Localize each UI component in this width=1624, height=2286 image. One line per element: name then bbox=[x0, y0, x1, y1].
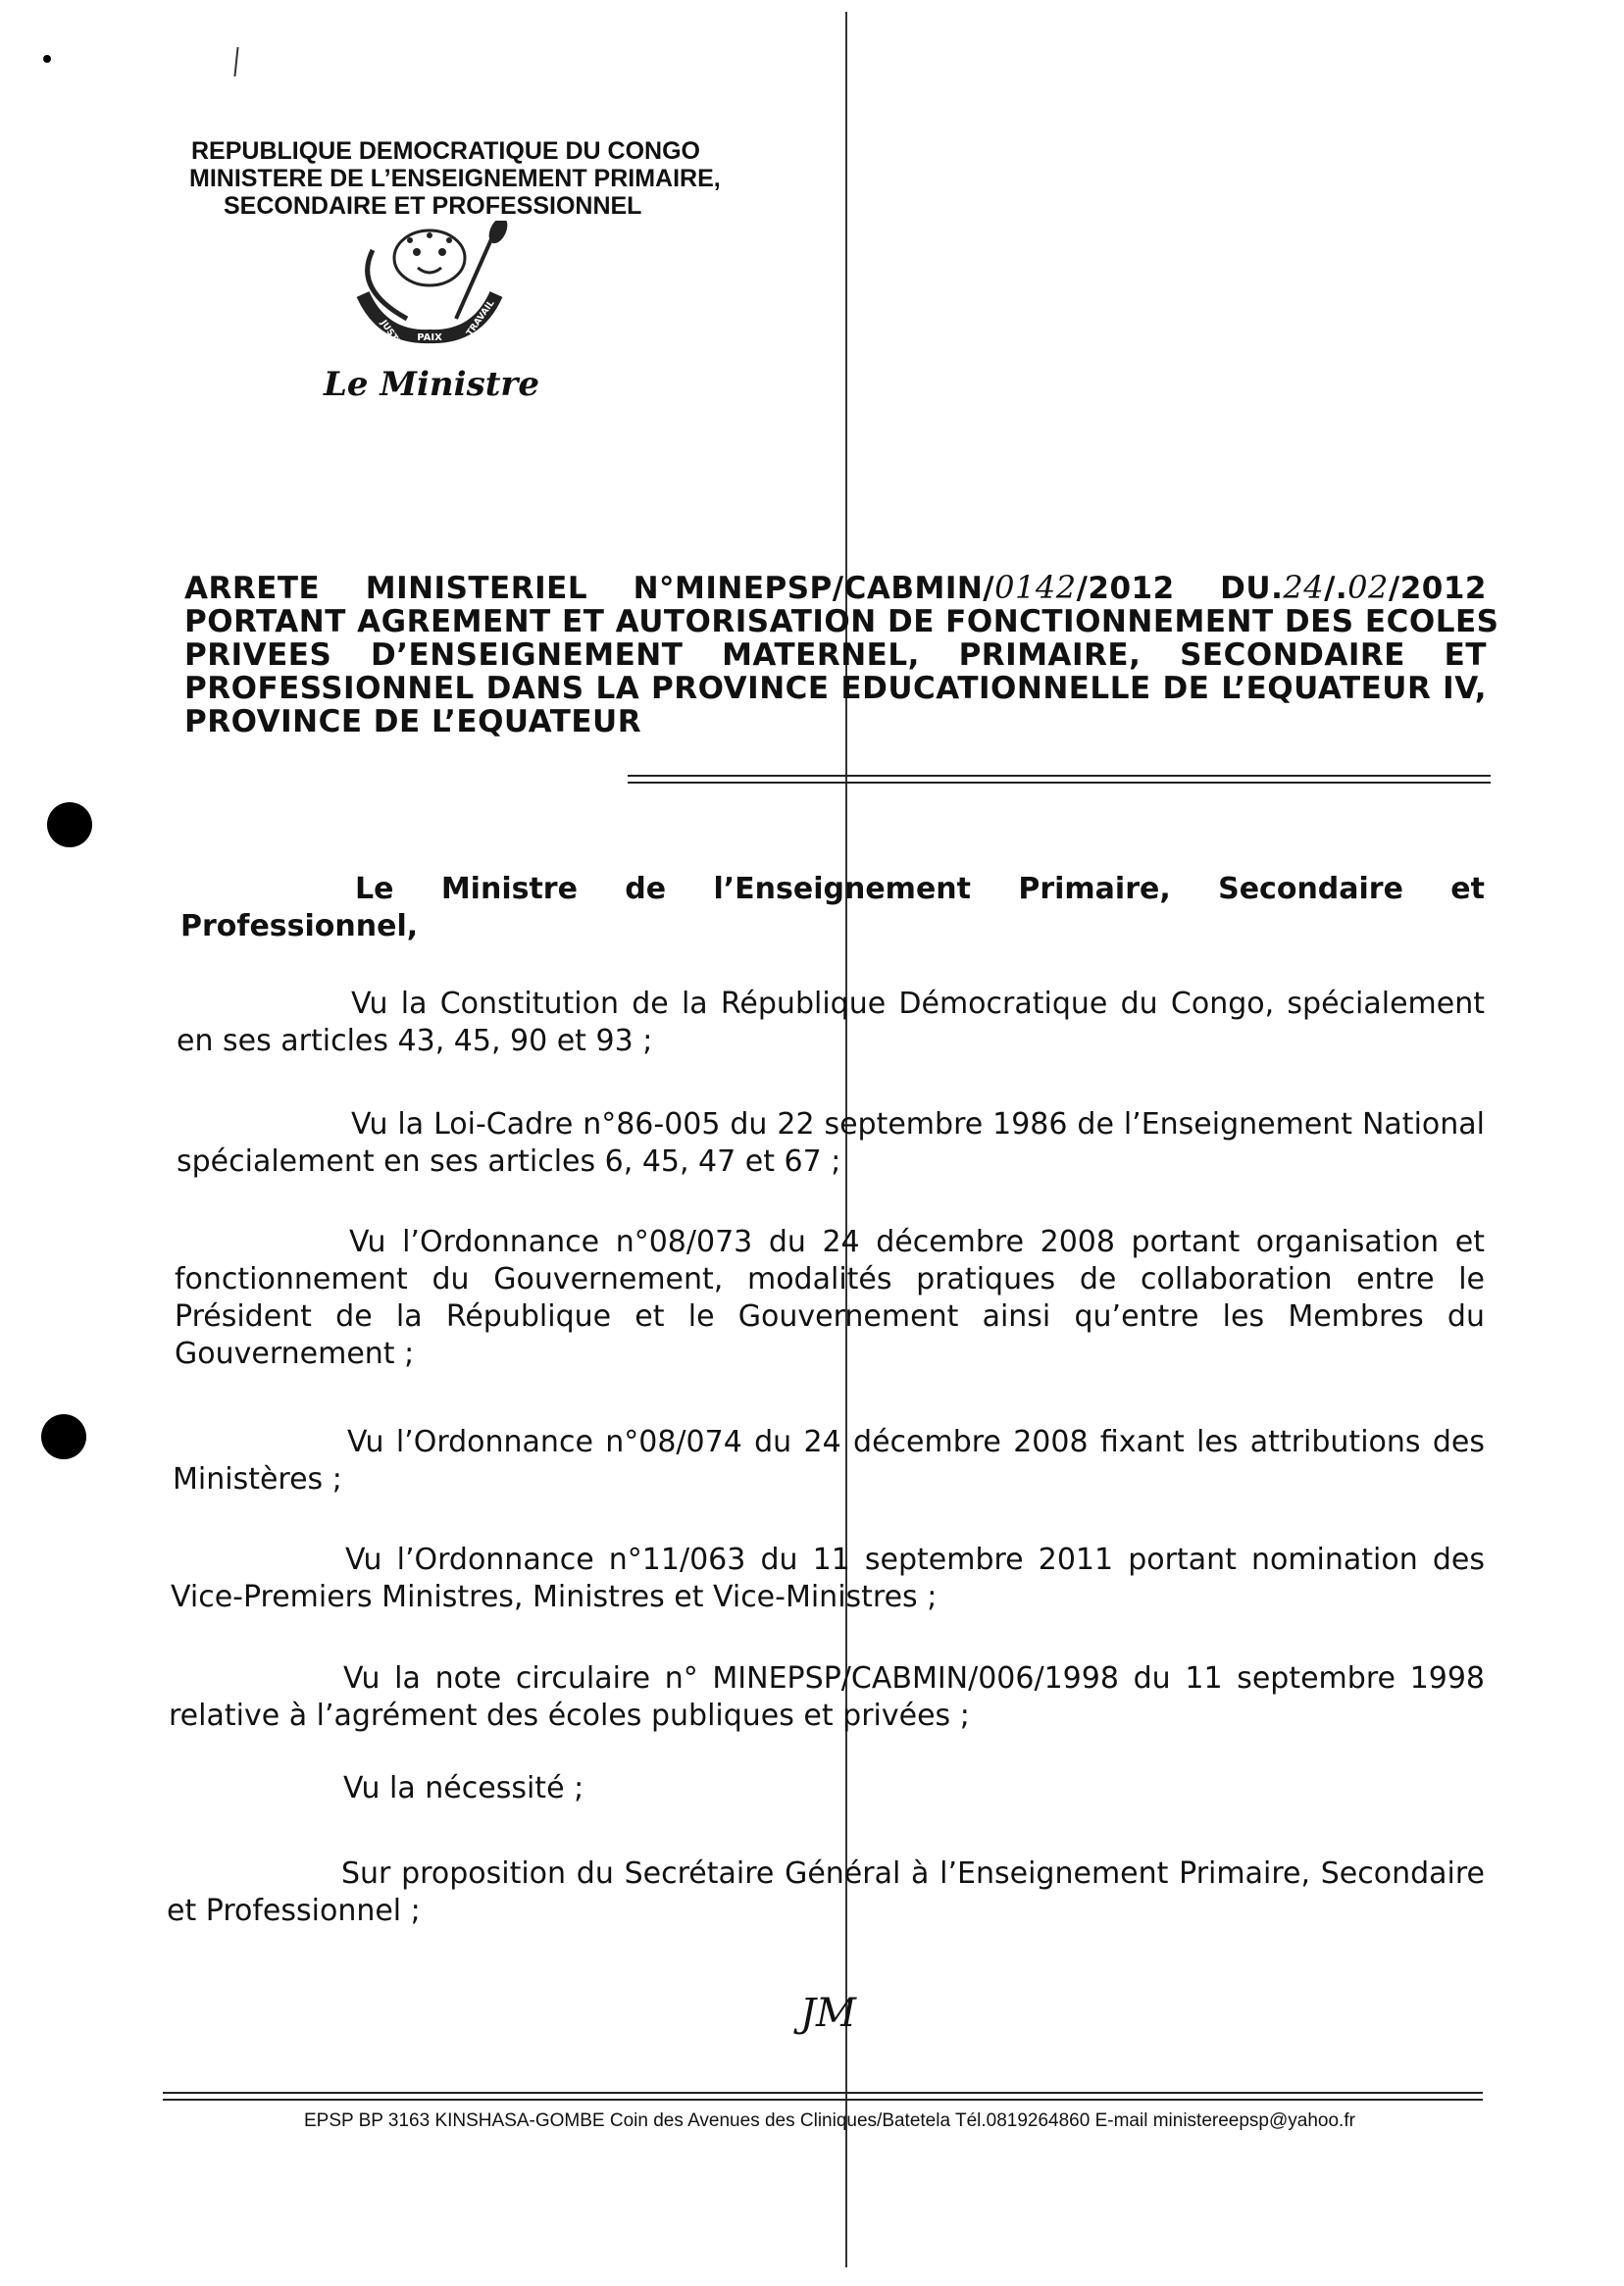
scan-mark bbox=[233, 47, 238, 76]
svg-text:JUSTICE: JUSTICE bbox=[378, 318, 409, 348]
ministre-label: Le Ministre bbox=[324, 365, 539, 404]
title-line-4: PROFESSIONNEL DANS LA PROVINCE EDUCATIONNELLE DE L’EQUATEUR IV, bbox=[184, 671, 1487, 706]
header-ministry: MINISTERE DE L’ENSEIGNEMENT PRIMAIRE, bbox=[189, 165, 721, 192]
decree-title bbox=[184, 569, 1499, 739]
coat-of-arms-emblem bbox=[324, 221, 534, 348]
punch-hole bbox=[41, 1414, 86, 1459]
handwritten-month: 02 bbox=[1347, 569, 1389, 606]
header-ministry-2: SECONDAIRE ET PROFESSIONNEL bbox=[224, 192, 642, 220]
footer-rule-bottom bbox=[163, 2099, 1483, 2101]
intro-paragraph: Le Ministre de l’Enseignement Primaire, Secondaire et Professionnel, bbox=[180, 872, 1485, 943]
considerant-note-circulaire: Vu la note circulaire n° MINEPSP/CABMIN/006/1998 du 11 septembre 1998 relative à l’agrément des écoles publiques et privées ; bbox=[169, 1661, 1485, 1733]
title-line-2: PORTANT AGREMENT ET AUTORISATION DE FONCTIONNEMENT DES ECOLES bbox=[184, 604, 1499, 639]
title-rule-bottom bbox=[628, 782, 1491, 784]
footer-contact: EPSP BP 3163 KINSHASA-GOMBE Coin des Avenues des Cliniques/Batetela Tél.0819264860 E-mail ministereepsp@yahoo.fr bbox=[304, 2110, 1355, 2131]
title-rule-top bbox=[628, 775, 1491, 777]
header-country: REPUBLIQUE DEMOCRATIQUE DU CONGO bbox=[191, 137, 700, 165]
scan-mark bbox=[43, 55, 51, 63]
considerant-ordonnance-11-063: Vu l’Ordonnance n°11/063 du 11 septembre 2011 portant nomination des Vice-Premiers Ministres, Ministres et Vice-Ministres ; bbox=[171, 1543, 1485, 1614]
considerant-necessite: Vu la nécessité ; bbox=[343, 1771, 584, 1805]
title-line-1: ARRETE MINISTERIEL N°MINEPSP/CABMIN/0142/2012 DU.24/.02/2012 bbox=[184, 569, 1487, 606]
title-line-3: PRIVEES D’ENSEIGNEMENT MATERNEL, PRIMAIRE, SECONDAIRE ET bbox=[184, 637, 1487, 673]
proposition-paragraph: Sur proposition du Secrétaire Général à l’Enseignement Primaire, Secondaire et Professionnel ; bbox=[167, 1856, 1485, 1928]
svg-text:PAIX: PAIX bbox=[417, 332, 442, 343]
svg-text:TRAVAIL: TRAVAIL bbox=[465, 298, 497, 338]
initials-signature: JM bbox=[800, 1991, 856, 2036]
considerant-ordonnance-08-073: Vu l’Ordonnance n°08/073 du 24 décembre 2008 portant organisation et fonctionnement du Gouvernement, modalités pratiques de collaboration entre le Président de la République et le Gouvernement ainsi qu’entre les Membres du Gouvernement ; bbox=[175, 1225, 1485, 1371]
handwritten-number: 0142 bbox=[994, 569, 1077, 606]
considerant-ordonnance-08-074: Vu l’Ordonnance n°08/074 du 24 décembre 2008 fixant les attributions des Ministères ; bbox=[173, 1425, 1485, 1497]
handwritten-day: 24 bbox=[1283, 569, 1325, 606]
title-line-5: PROVINCE DE L’EQUATEUR bbox=[184, 704, 642, 739]
footer-rule-top bbox=[163, 2092, 1483, 2094]
punch-hole bbox=[47, 802, 92, 847]
considerant-constitution: Vu la Constitution de la République Démocratique du Congo, spécialement en ses articles 43, 45, 90 et 93 ; bbox=[177, 987, 1485, 1058]
considerant-loi-cadre: Vu la Loi-Cadre n°86-005 du 22 septembre 1986 de l’Enseignement National spécialement en ses articles 6, 45, 47 et 67 ; bbox=[177, 1107, 1485, 1179]
